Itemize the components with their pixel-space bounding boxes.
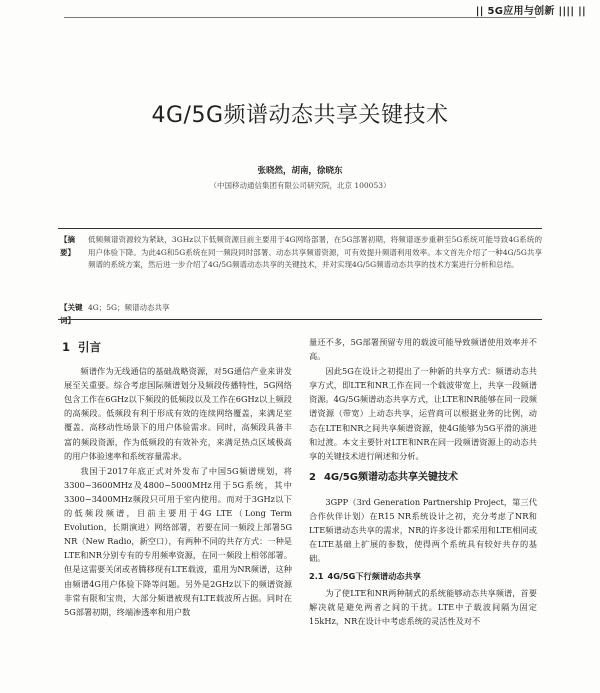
paragraph: 频谱作为无线通信的基础战略资源，对5G通信产业来讲发展至关重要。综合考虑国际频谱划分及频段传播特性，5G网络包含工作在6GHz以下频段的低频段以及工作在6GHz以上频段的高频段。低频段有利于形成有效的连续网络覆盖，来满足室覆盖、高移动性场景下的用户体验需求。同时，高频段具备丰富的频段资源，作为低频段的有效补充，来满足热点区域极高的用户体验速率和系统容量需求。 [64, 366, 292, 461]
journal-banner: || 5G应用与创新 |||| || [475, 6, 586, 17]
section-2-heading [309, 471, 537, 485]
paragraph: 我国于2017年底正式对外发布了中国5G频谱规划，将3300~3600MHz及4800~5000MHz用于5G系统，其中3300~3400MHz频段只可用于室内使用。而对于3GHz以下的低频段频谱，目前主要用于4G LTE（Long Term Evolution，长期演进）网络部署，若要在同一频段上部署5G NR（New Radio，新空口），有两种不同的共存方式：一种是LTE和NR分别专有的专用频率资源，在同一频段上相邻部署。但是这需要关闭或者腾移现有LTE载波，重用为NR频谱，这种由频谱4G用户体验下降等问题。另外是2GHz以下的频谱资源非常有限和宝贵，大部分频谱被现有LTE载波所占据。同时在5G部署初期，终端渗透率和用户数 [64, 465, 292, 617]
subsection-2-1-heading [309, 569, 537, 583]
abstract-top-rule [58, 228, 542, 229]
keywords-text: 4G；5G；频谱动态共享 [88, 303, 170, 312]
keywords-label: 【关键词】 [60, 303, 83, 325]
section-title: 引言 [78, 340, 102, 354]
section-number: 2 [309, 471, 316, 483]
subsection-title: 4G/5G下行频谱动态共享 [327, 571, 421, 582]
paper-title: 4G/5G频谱动态共享关键技术 [151, 103, 449, 128]
paper-authors: 张晓然，胡南，徐晓东 [257, 166, 343, 176]
section-number: 1 [62, 340, 71, 354]
abstract-bottom-rule [58, 319, 542, 320]
top-divider [64, 17, 536, 18]
left-column [64, 340, 292, 620]
paragraph: 为了使LTE和NR两种制式的系统能够动态共享频谱，首要解决就是避免两者之间的干扰。LTE中子载波间隔为固定15kHz，NR在设计中考虑系统的灵活性及对不 [309, 587, 537, 626]
paragraph-continued: 量还不多，5G部署预留专用的载波可能导致频谱使用效率并不高。 [309, 337, 537, 362]
abstract-text: 低频频谱资源较为紧缺，3GHz以下低频资源目前主要用于4G网络部署，在5G部署初期，将频谱逐步重耕至5G系统可能导致4G系统的用户体验下降。为此4G和5G系统在同一频段同时部署、动态共享频谱资源，可有效提升频谱利用效率。本文首先介绍了一种4G/5G共享频谱的系统方案，然后进一步介绍了4G/5G频谱动态共享的关键技术，并对实现4G/5G频谱动态共享的技术方案进行分析和总结。 [88, 235, 542, 270]
keywords-block [60, 302, 542, 325]
paragraph: 因此5G在设计之初提出了一种新的共享方式：频谱动态共享方式，即LTE和NR工作在同一个载波带宽上，共享一段频谱资源。4G/5G频谱动态共享方式，让LTE和NR能够在同一段频谱资源（带宽）上动态共享，运营商可以根据业务的比例，动态在LTE和NR之间共享频谱资源，使4G能够为5G平滑的演进和过渡。本文主要针对LTE和NR在同一段频谱资源上的动态共享的关键技术进行阐述和分析。 [309, 366, 537, 461]
abstract-block [60, 234, 542, 302]
section-1-heading [62, 340, 292, 354]
paper-affiliation: （中国移动通信集团有限公司研究院，北京 100053） [209, 181, 391, 190]
paragraph: 3GPP（3rd Generation Partnership Project，第三代合作伙伴计划）在R15 NR系统设计之初，充分考虑了NR和LTE频谱动态共享的需求，NR的许多设计都采用和LTE相同或在LTE基础上扩展的参数，使得两个系统具有较好共存的基础。 [309, 496, 537, 564]
abstract-label: 【摘 要】 [60, 235, 75, 257]
subsection-number: 2.1 [309, 571, 324, 582]
right-column [309, 335, 537, 629]
section-title: 4G/5G频谱动态共享关键技术 [323, 471, 458, 483]
